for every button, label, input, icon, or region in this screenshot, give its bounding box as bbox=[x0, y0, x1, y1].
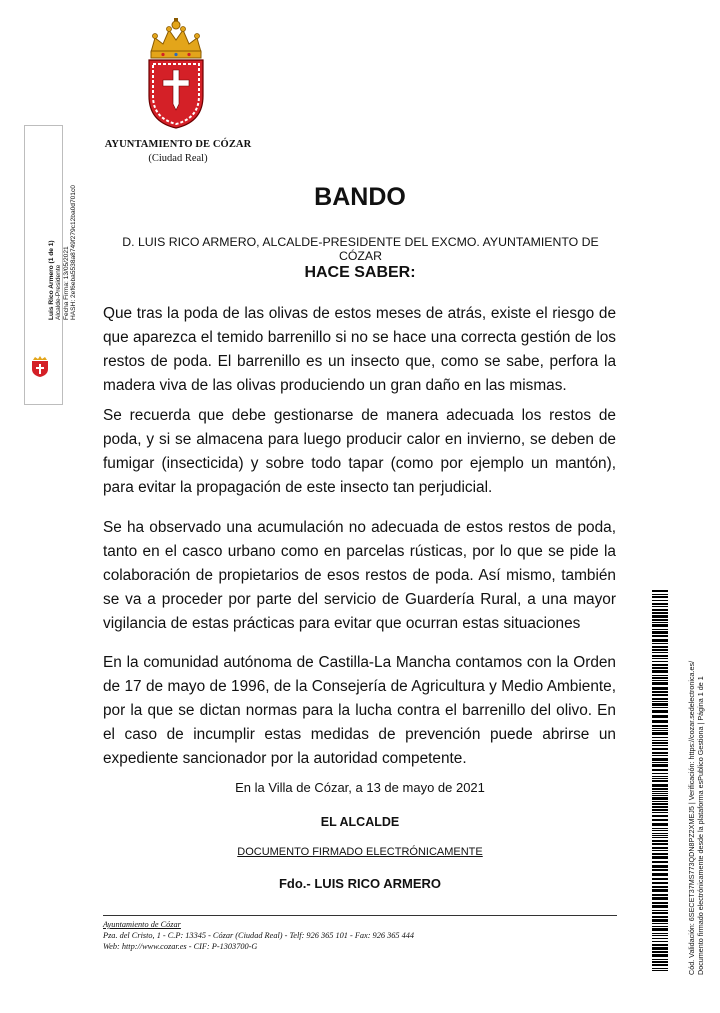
barcode-bar bbox=[652, 682, 668, 685]
barcode-bar bbox=[652, 710, 668, 713]
barcode-bar bbox=[652, 670, 668, 673]
barcode-bar bbox=[652, 619, 668, 621]
barcode-bar bbox=[652, 833, 668, 834]
barcode-bar bbox=[652, 886, 668, 888]
barcode-bar bbox=[652, 823, 668, 826]
barcode-bar bbox=[652, 720, 668, 723]
barcode-bar bbox=[652, 624, 668, 627]
barcode-bar bbox=[652, 594, 668, 595]
barcode-bar bbox=[652, 828, 668, 829]
barcode-bar bbox=[652, 732, 668, 735]
signature-role: Alcalde-Presidente bbox=[55, 264, 63, 320]
barcode-bar bbox=[652, 677, 668, 679]
footer-org: Ayuntamiento de Cózar bbox=[103, 920, 181, 929]
barcode-bar bbox=[652, 675, 668, 676]
barcode-bar bbox=[652, 725, 668, 727]
barcode-bar bbox=[652, 944, 668, 946]
barcode-bar bbox=[652, 661, 668, 662]
barcode-bar bbox=[652, 861, 668, 863]
barcode-bar bbox=[652, 847, 668, 849]
barcode-bar bbox=[652, 819, 668, 821]
barcode-bar bbox=[652, 882, 668, 884]
barcode-bar bbox=[652, 803, 668, 805]
barcode-bar bbox=[652, 850, 668, 851]
barcode-bar bbox=[652, 793, 668, 794]
barcode-bar bbox=[652, 715, 668, 718]
paragraph-1: Que tras la poda de las olivas de estos meses de atrás, existe el riesgo de que aparezca el temido barrenillo si no se hace una correcta gestión de los restos de poda. El barrenillo es un insecto que, como se sabe, perfora la madera viva de las olivas produciendo un gran daño en las mismas. bbox=[103, 305, 616, 394]
barcode-bar bbox=[652, 856, 668, 859]
barcode-bar bbox=[652, 730, 668, 731]
barcode-bar bbox=[652, 935, 668, 936]
barcode-bar bbox=[652, 655, 668, 657]
barcode-bar bbox=[652, 691, 668, 693]
barcode-bar bbox=[652, 865, 668, 868]
barcode-bar bbox=[652, 959, 668, 960]
barcode-bar bbox=[652, 603, 668, 605]
barcode-bar bbox=[652, 878, 668, 880]
barcode-bar bbox=[652, 707, 668, 708]
barcode-bar bbox=[652, 961, 668, 963]
document-subtitle: D. LUIS RICO ARMERO, ALCALDE-PRESIDENTE DEL EXCMO. AYUNTAMIENTO DE CÓZAR bbox=[122, 235, 599, 263]
barcode-bar bbox=[652, 812, 668, 813]
barcode-bar bbox=[652, 629, 668, 630]
footer-address: Pza. del Cristo, 1 - C.P: 13345 - Cózar (Ciudad Real) - Telf: 926 365 101 - Fax: 926 365 444 bbox=[103, 931, 415, 940]
barcode-bar bbox=[652, 951, 668, 953]
footer bbox=[103, 919, 414, 952]
barcode-bar bbox=[652, 941, 668, 942]
barcode-bar bbox=[652, 652, 668, 653]
barcode-bar bbox=[652, 784, 668, 787]
barcode-bar bbox=[652, 809, 668, 811]
barcode-bar bbox=[652, 938, 668, 939]
barcode-bar bbox=[652, 612, 668, 614]
barcode-bar bbox=[652, 928, 668, 931]
barcode-bar bbox=[652, 664, 668, 666]
barcode-bar bbox=[652, 755, 668, 756]
barcode-bar bbox=[652, 606, 668, 607]
barcode-bar bbox=[652, 964, 668, 966]
barcode-bar bbox=[652, 635, 668, 637]
barcode-bar bbox=[652, 897, 668, 900]
barcode-bar bbox=[652, 835, 668, 836]
signature-date: Fecha Firma: 13/05/2021 bbox=[62, 246, 70, 320]
hace-saber-heading: HACE SABER: bbox=[304, 264, 416, 281]
barcode-bar bbox=[652, 687, 668, 690]
barcode-bar bbox=[652, 815, 668, 817]
verification-text bbox=[688, 661, 705, 975]
barcode-bar bbox=[652, 680, 668, 681]
barcode-bar bbox=[652, 806, 668, 808]
seal-icon bbox=[30, 356, 50, 378]
signature-signer: Luis Rico Armero (1 de 1) bbox=[48, 240, 55, 320]
barcode-bar bbox=[652, 701, 668, 702]
barcode-bar bbox=[652, 902, 668, 904]
barcode-bar bbox=[652, 791, 668, 792]
barcode-bar bbox=[652, 737, 668, 738]
barcode-bar bbox=[652, 752, 668, 754]
verification-code: Cód. Validación: 6SECET37MS773QDN8PZ2XMEJ5 | Verificación: https://cozar.sedelectronica.es/ bbox=[687, 660, 696, 975]
barcode-bar bbox=[652, 830, 668, 831]
barcode bbox=[652, 590, 668, 972]
barcode-bar bbox=[652, 780, 668, 782]
barcode-bar bbox=[652, 837, 668, 838]
barcode-bar bbox=[652, 933, 668, 934]
barcode-bar bbox=[652, 873, 668, 876]
org-subtitle: (Ciudad Real) bbox=[148, 153, 208, 164]
barcode-bar bbox=[652, 622, 668, 623]
barcode-bar bbox=[652, 762, 668, 763]
barcode-bar bbox=[652, 840, 668, 842]
barcode-bar bbox=[652, 923, 668, 924]
barcode-bar bbox=[652, 869, 668, 871]
barcode-bar bbox=[652, 797, 668, 800]
barcode-bar bbox=[652, 905, 668, 908]
barcode-bar bbox=[652, 600, 668, 601]
barcode-bar bbox=[652, 646, 668, 648]
barcode-bar bbox=[652, 728, 668, 729]
barcode-bar bbox=[652, 667, 668, 669]
barcode-bar bbox=[652, 740, 668, 741]
signer-title: EL ALCALDE bbox=[320, 815, 400, 829]
barcode-bar bbox=[652, 795, 668, 796]
signature-hash: HASH: 2ef6eba5538a8749f279c12ba0d701c0 bbox=[69, 185, 77, 320]
footer-divider bbox=[103, 915, 617, 916]
barcode-bar bbox=[652, 596, 668, 598]
barcode-bar bbox=[652, 742, 668, 744]
barcode-bar bbox=[652, 694, 668, 696]
verification-platform: Documento firmado electrónicamente desde la plataforma esPublico Gestiona | Página 1 de 1 bbox=[695, 676, 705, 975]
barcode-bar bbox=[652, 853, 668, 855]
paragraph-4: En la comunidad autónoma de Castilla-La Mancha contamos con la Orden de 17 de mayo de 1996, de la Consejería de Agricultura y Medio Ambiente, por la que se dictan normas para la lucha contra el barrenillo del olivo. En el caso de incumplir estas medidas de prevención puede abrirse un expediente sancionador por la autoridad competente. bbox=[103, 654, 616, 767]
barcode-bar bbox=[652, 843, 668, 845]
footer-web: Web: http://www.cozar.es - CIF: P-1303700-G bbox=[103, 942, 258, 951]
barcode-bar bbox=[652, 658, 668, 659]
barcode-bar bbox=[652, 778, 668, 779]
barcode-bar bbox=[652, 773, 668, 774]
barcode-bar bbox=[652, 631, 668, 634]
barcode-bar bbox=[652, 748, 668, 750]
barcode-bar bbox=[652, 643, 668, 644]
barcode-bar bbox=[652, 776, 668, 777]
barcode-bar bbox=[652, 889, 668, 892]
barcode-bar bbox=[652, 970, 668, 971]
paragraph-2: Se recuerda que debe gestionarse de manera adecuada los restos de poda, y si se almacena para luego producir calor en invierno, se deben de fumigar (insecticida) y sobre todo tapar (como por ejemplo un mantón), para evitar la propagación de este insecto tan perjudicial. bbox=[103, 407, 616, 496]
signer-name: Fdo.- LUIS RICO ARMERO bbox=[278, 876, 441, 891]
barcode-bar bbox=[652, 769, 668, 771]
barcode-bar bbox=[652, 698, 668, 700]
barcode-bar bbox=[652, 609, 668, 611]
place-date: En la Villa de Cózar, a 13 de mayo de 2021 bbox=[235, 780, 485, 795]
barcode-bar bbox=[652, 912, 668, 914]
barcode-bar bbox=[652, 649, 668, 651]
document-title: BANDO bbox=[314, 183, 406, 211]
coat-of-arms-logo bbox=[143, 18, 209, 130]
barcode-bar bbox=[652, 916, 668, 918]
paragraph-3: Se ha observado una acumulación no adecuada de estos restos de poda, tanto en el casco urbano como en parcelas rústicas, por lo que se pide la colaboración de propietarios de esos restos de poda. Así mismo, también se va a proceder por parte del servicio de Guardería Rural, a una mayor vigilancia de estas prácticas para evitar que ocurran estas situaciones bbox=[103, 519, 616, 632]
barcode-bar bbox=[652, 926, 668, 927]
barcode-bar bbox=[652, 919, 668, 922]
barcode-bar bbox=[652, 801, 668, 802]
barcode-bar bbox=[652, 703, 668, 706]
barcode-bar bbox=[652, 615, 668, 618]
signed-electronically-note: DOCUMENTO FIRMADO ELECTRÓNICAMENTE bbox=[237, 846, 483, 858]
barcode-bar bbox=[652, 947, 668, 950]
barcode-bar bbox=[652, 758, 668, 761]
barcode-bar bbox=[652, 894, 668, 896]
barcode-bar bbox=[652, 764, 668, 767]
barcode-bar bbox=[652, 954, 668, 957]
org-name: AYUNTAMIENTO DE CÓZAR bbox=[104, 139, 252, 150]
barcode-bar bbox=[652, 910, 668, 911]
barcode-bar bbox=[652, 590, 668, 592]
barcode-bar bbox=[652, 968, 668, 969]
barcode-bar bbox=[652, 639, 668, 642]
barcode-bar bbox=[652, 788, 668, 790]
barcode-bar bbox=[652, 745, 668, 746]
